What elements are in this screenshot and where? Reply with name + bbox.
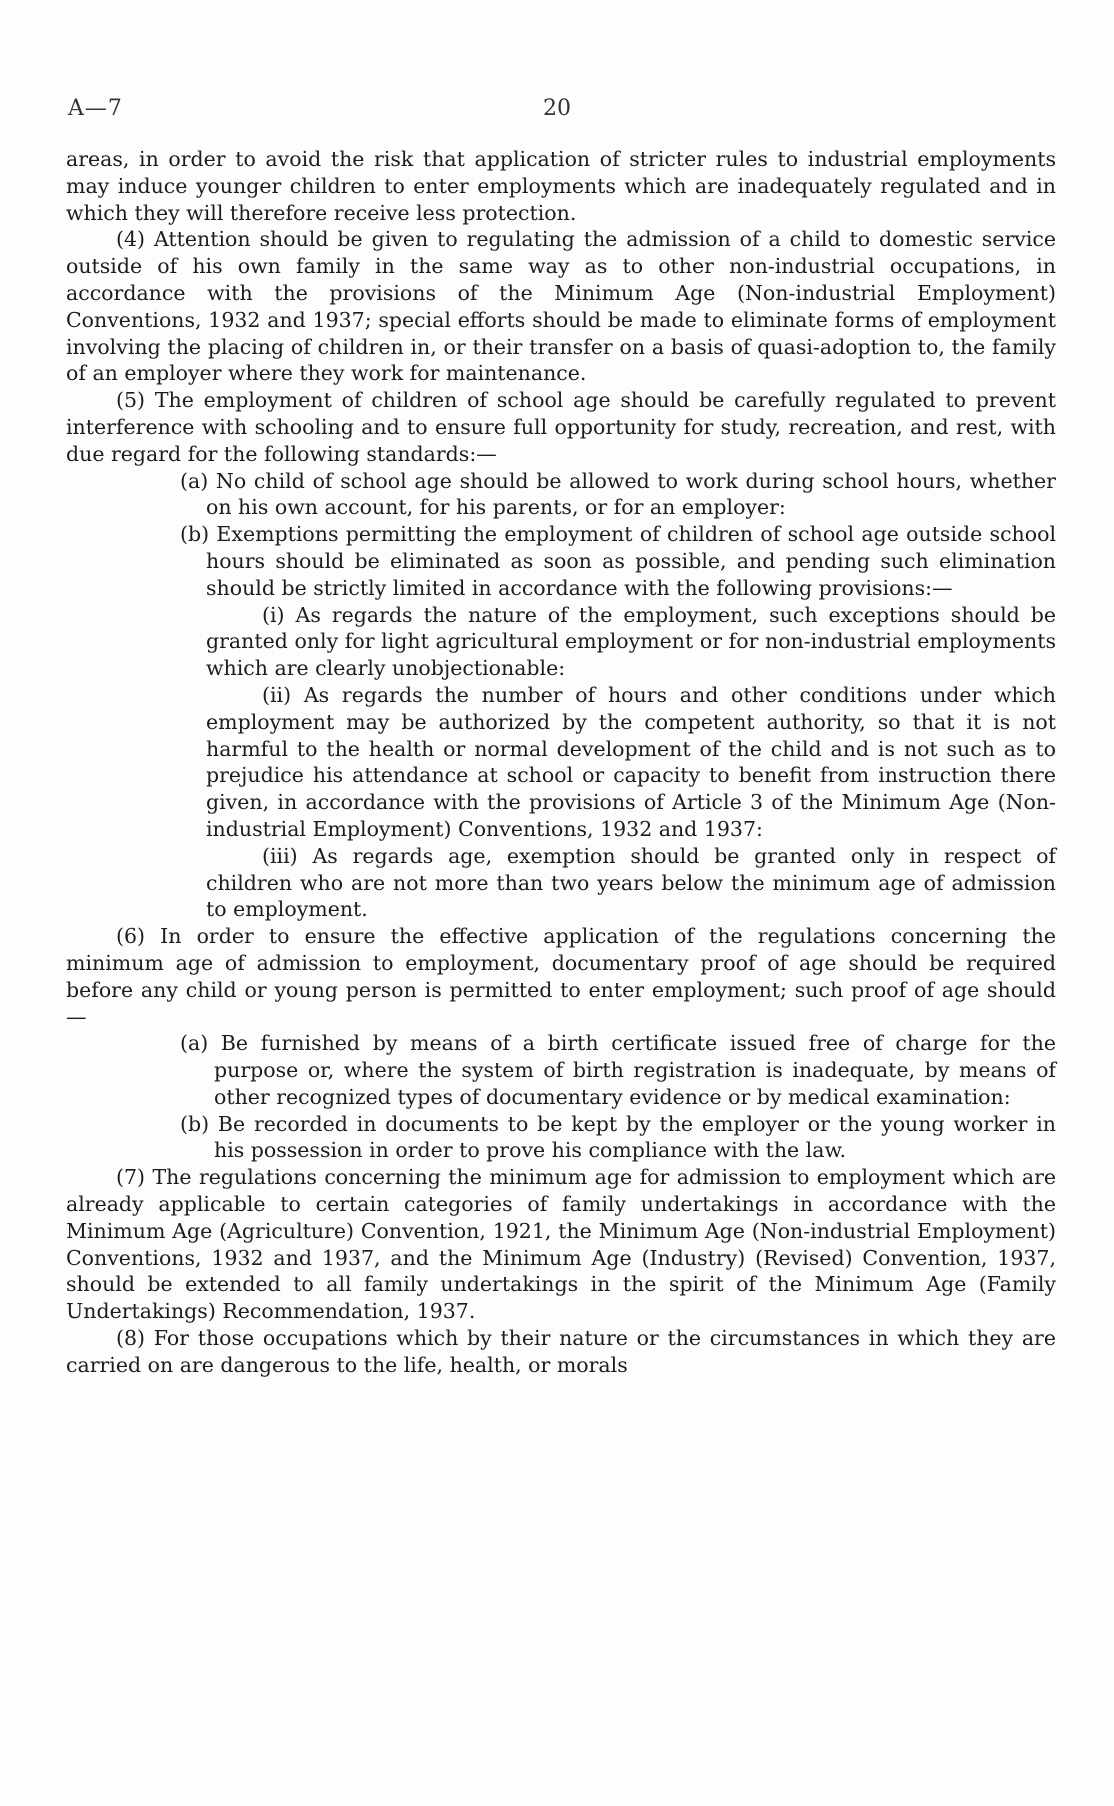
paragraph-5-b-ii: (ii) As regards the number of hours and other conditions under which employment may be authorized by the competent authority, so that it is not harmful to the health or normal development of the child and is not such as to prejudice his attendance at school or capacity to benefit from instruction there given, in accordance with the provisions of Article 3 of the Minimum Age (Non-industrial Employment) Conventions, 1932 and 1937: xyxy=(206,682,1056,841)
paragraph-5-b-i: (i) As regards the nature of the employment, such exceptions should be granted only for light agricultural employment or for non-industrial employments which are clearly unobjectionable: xyxy=(206,602,1056,681)
paragraph-5-b: (b) Exemptions permitting the employment of children of school age outside school hours should be eliminated as soon as possible, and pending such elimination should be strictly limited in accordance with the following provisions:— xyxy=(180,522,1056,600)
paragraph-6: (6) In order to ensure the effective application of the regulations concerning the minimum age of admission to employment, documentary proof of age should be required before any child or young person is permitted to enter employment; such proof of age should— xyxy=(66,924,1056,1029)
running-reference: A—7 xyxy=(68,96,123,121)
page-number: 20 xyxy=(543,96,571,121)
paragraph-continuation: areas, in order to avoid the risk that application of stricter rules to industrial employments may induce younger children to enter employments which are inadequately regulated and in which they will therefore receive less protection. xyxy=(66,147,1056,225)
paragraph-6-a: (a) Be furnished by means of a birth certificate issued free of charge for the purpose or, where the system of birth registration is inadequate, by means of other recognized types of documentary evidence or by medical examination: xyxy=(180,1031,1056,1109)
paragraph-6-b: (b) Be recorded in documents to be kept by the employer or the young worker in his possession in order to prove his compliance with the law. xyxy=(180,1111,1056,1163)
paragraph-4: (4) Attention should be given to regulating the admission of a child to domestic service outside of his own family in the same way as to other non-industrial occupations, in accordance with the provisions of the Minimum Age (Non-industrial Employment) Conventions, 1932 and 1937; special efforts should be made to eliminate forms of employment involving the placing of children in, or their transfer on a basis of quasi-adoption to, the family of an employer where they work for maintenance. xyxy=(66,227,1056,386)
paragraph-5-a: (a) No child of school age should be allowed to work during school hours, whether on his own account, for his parents, or for an employer: xyxy=(180,468,1056,520)
paragraph-8: (8) For those occupations which by their nature or the circumstances in which they are carried on are dangerous to the life, health, or morals xyxy=(66,1326,1056,1377)
paragraph-5: (5) The employment of children of school age should be carefully regulated to prevent interference with schooling and to ensure full opportunity for study, recreation, and rest, with due regard for the following standards:— xyxy=(66,388,1056,466)
page-header xyxy=(68,96,1046,128)
body-text xyxy=(66,146,1056,1379)
paragraph-5-b-iii: (iii) As regards age, exemption should be granted only in respect of children who are not more than two years below the minimum age of admission to employment. xyxy=(206,843,1056,922)
paragraph-7: (7) The regulations concerning the minimum age for admission to employment which are already applicable to certain categories of family undertakings in accordance with the Minimum Age (Agriculture) Convention, 1921, the Minimum Age (Non-industrial Employment) Conventions, 1932 and 1937, and the Minimum Age (Industry) (Revised) Convention, 1937, should be extended to all family undertakings in the spirit of the Minimum Age (Family Undertakings) Recommendation, 1937. xyxy=(66,1165,1056,1324)
